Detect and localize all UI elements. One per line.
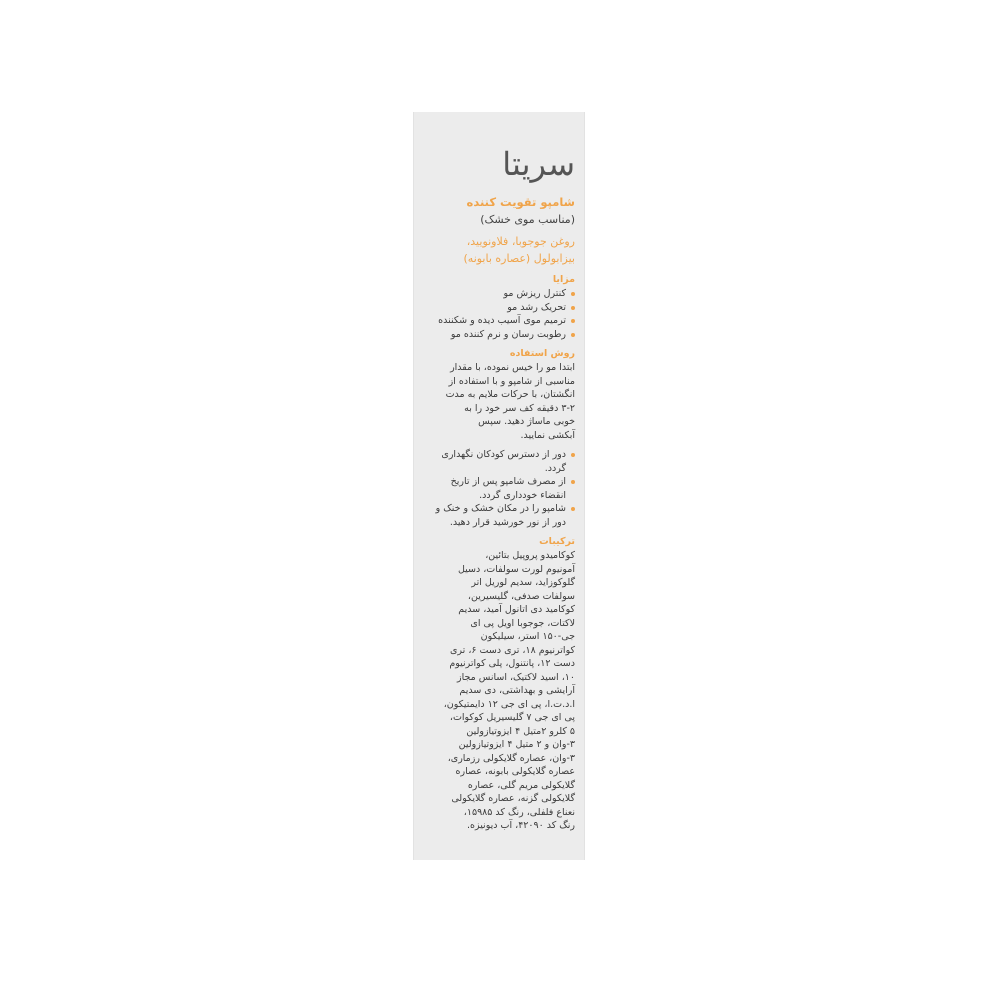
bullet-dot-icon bbox=[571, 333, 575, 337]
product-title: شامپو تقویت کننده bbox=[466, 195, 575, 209]
product-subtitle: (مناسب موی خشک) bbox=[480, 213, 575, 226]
key-ingredients: روغن جوجوبا، فلاونویید، بیزابولول (عصاره بابونه) bbox=[463, 235, 575, 265]
panel-content bbox=[422, 112, 584, 833]
benefits-list bbox=[422, 287, 575, 341]
bullet-dot-icon bbox=[571, 480, 575, 484]
warning-text: از مصرف شامپو پس از تاریخ انقضاء خودداری گردد. bbox=[450, 476, 566, 501]
list-item bbox=[422, 314, 575, 328]
usage-heading: روش استفاده bbox=[509, 348, 575, 359]
list-item bbox=[422, 287, 575, 301]
bullet-dot-icon bbox=[571, 306, 575, 310]
list-item bbox=[422, 328, 575, 342]
list-item bbox=[422, 502, 575, 529]
list-item bbox=[422, 301, 575, 315]
composition-heading: ترکیبات bbox=[539, 536, 575, 547]
brand-logo: سریتا bbox=[502, 145, 575, 183]
benefits-heading: مزایا bbox=[552, 274, 575, 285]
benefit-text: کنترل ریزش مو bbox=[503, 288, 566, 299]
bullet-dot-icon bbox=[571, 319, 575, 323]
warning-text: شامپو را در مکان خشک و خنک و دور از نور خورشید قرار دهید. bbox=[435, 503, 566, 528]
usage-text: ابتدا مو را خیس نموده، با مقدار مناسبی از شامپو و با استفاده از انگشتان، با حرکات ملایم به مدت ۳-۲ دقیقه کف سر خود را به خوبی ماساژ دهید. سپس آبکشی نمایید. bbox=[445, 362, 575, 441]
benefit-text: ترمیم موی آسیب دیده و شکننده bbox=[438, 315, 566, 326]
bullet-dot-icon bbox=[571, 292, 575, 296]
bullet-dot-icon bbox=[571, 453, 575, 457]
warnings-list bbox=[422, 448, 575, 529]
list-item bbox=[422, 475, 575, 502]
list-item bbox=[422, 448, 575, 475]
product-box-side-panel bbox=[413, 112, 585, 860]
bullet-dot-icon bbox=[571, 507, 575, 511]
benefit-text: رطوبت رسان و نرم کننده مو bbox=[450, 328, 566, 340]
warning-text: دور از دسترس کودکان نگهداری گردد. bbox=[441, 449, 566, 474]
composition-text: کوکامیدو پروپیل بتائین، آمونیوم لورت سولفات، دسیل گلوکوزاید، سدیم لوریل اتر سولفات صدفی، گلیسیرین، کوکامید دی اتانول آمید، سدیم لاکتات، جوجوبا اویل پی ای جی-۱۵۰ استر، سیلیکون کواترنیوم ۱۸، تری دست ۶، تری دست ۱۲، پانتنول، پلی کواترنیوم ۱۰، اسید لاکتیک، اسانس مجاز آرایشی و بهداشتی، دی سدیم ا.د.ت.ا، پی ای جی ۱۲ دایمتیکون، پی ای جی ۷ گلیسیریل کوکوات، ۵ کلرو ۲متیل ۴ ایزوتیازولین ۳-وان و ۲ متیل ۴ ایزوتیازولین ۳-وان، عصاره گلایکولی رزماری، عصاره گلایکولی بابونه، عصاره گلایکولی مریم گلی، عصاره گلایکولی گزنه، عصاره گلایکولی نعناع فلفلی، رنگ کد ۱۵۹۸۵، رنگ کد ۴۲۰۹۰، آب دیونیزه. bbox=[443, 550, 575, 831]
benefit-text: تحریک رشد مو bbox=[507, 301, 566, 313]
